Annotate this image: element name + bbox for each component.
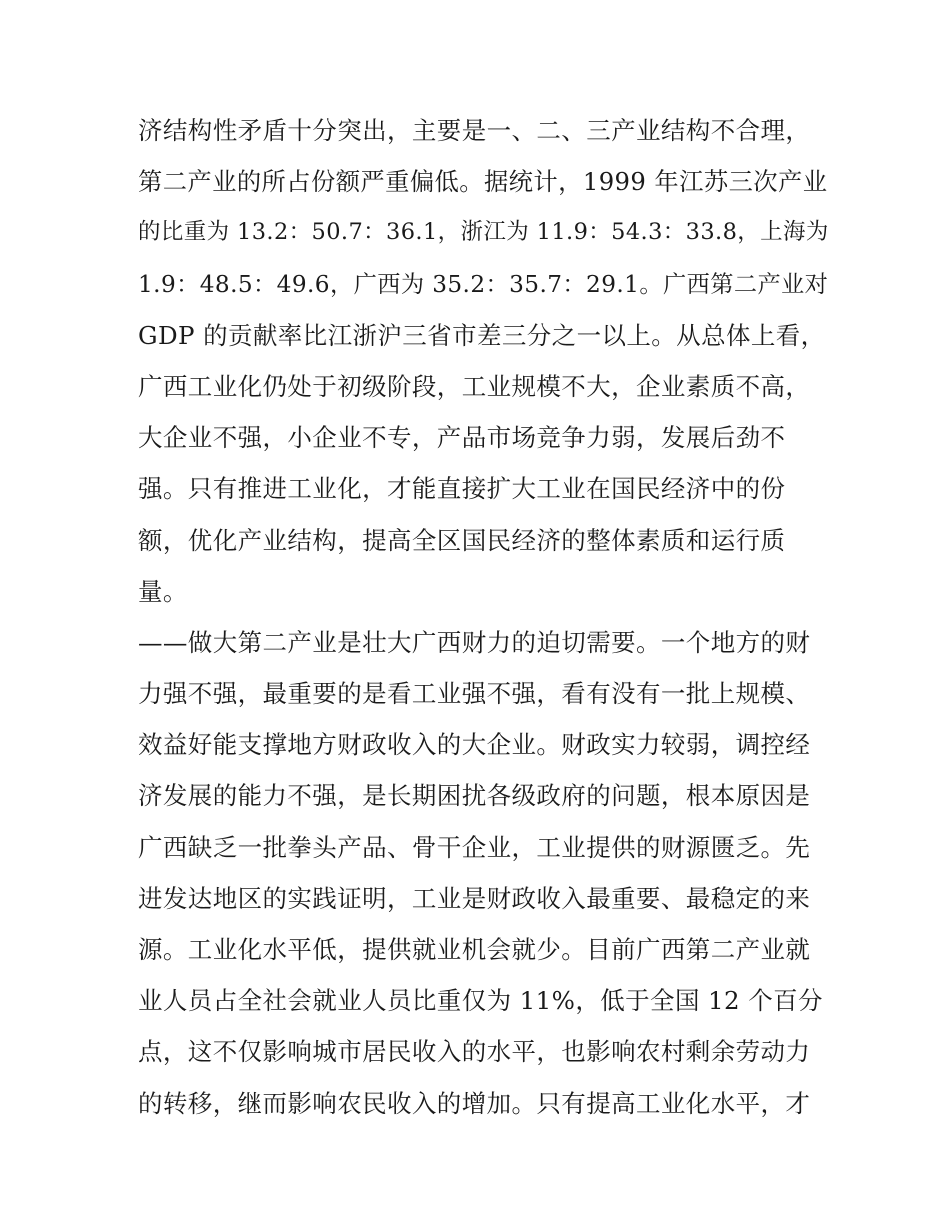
text-line: 的比重为 13.2：50.7：36.1，浙江为 11.9：54.3：33.8，上海为 xyxy=(138,219,829,246)
text-line: 1.9：48.5：49.6，广西为 35.2：35.7：29.1。广西第二产业对 xyxy=(138,270,829,298)
text-line: 力强不强，最重要的是看工业强不强，看有没有一批上规模、 xyxy=(138,679,811,709)
text-line: 第二产业的所占份额严重偏低。据统计，1999 年江苏三次产业 xyxy=(138,167,828,197)
text-line: 强。只有推进工业化，才能直接扩大工业在国民经济中的份 xyxy=(138,474,786,504)
text-line: ——做大第二产业是壮大广西财力的迫切需要。一个地方的财 xyxy=(138,627,811,657)
text-line: 广西缺乏一批拳头产品、骨干企业，工业提供的财源匮乏。先 xyxy=(138,832,811,862)
text-line: 大企业不强，小企业不专，产品市场竞争力弱，发展后劲不 xyxy=(138,423,786,453)
text-line: 济结构性矛盾十分突出，主要是一、二、三产业结构不合理， xyxy=(138,116,811,145)
text-line: 源。工业化水平低，提供就业机会就少。目前广西第二产业就 xyxy=(138,935,811,964)
text-line: 的转移，继而影响农民收入的增加。只有提高工业化水平，才 xyxy=(138,1088,811,1118)
text-line: 量。 xyxy=(138,576,188,606)
text-line: 效益好能支撑地方财政收入的大企业。财政实力较弱，调控经 xyxy=(138,730,811,760)
text-line: 进发达地区的实践证明，工业是财政收入最重要、最稳定的来 xyxy=(138,883,811,913)
text-line: 广西工业化仍处于初级阶段，工业规模不大，企业素质不高， xyxy=(138,371,811,401)
text-line: 点，这不仅影响城市居民收入的水平，也影响农村剩余劳动力 xyxy=(138,1037,811,1067)
text-line: 济发展的能力不强，是长期困扰各级政府的问题，根本原因是 xyxy=(138,781,811,811)
body-text xyxy=(138,105,828,1129)
text-line: GDP 的贡献率比江浙沪三省市差三分之一以上。从总体上看， xyxy=(138,320,826,350)
text-line: 额，优化产业结构，提高全区国民经济的整体素质和运行质 xyxy=(138,525,786,555)
text-line: 业人员占全社会就业人员比重仅为 11%，低于全国 12 个百分 xyxy=(138,986,823,1016)
